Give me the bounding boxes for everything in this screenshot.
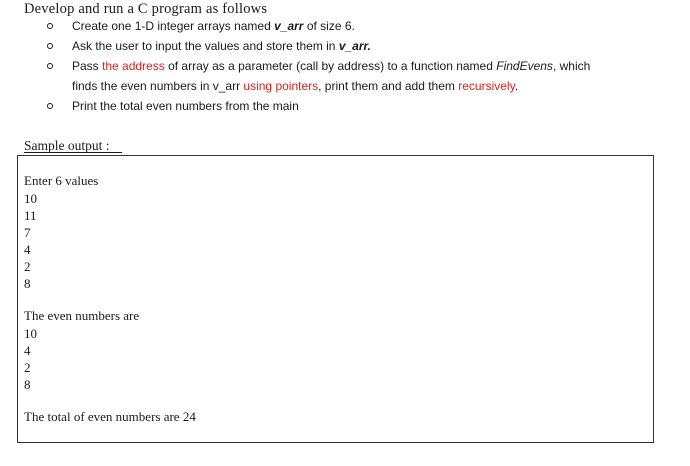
highlight-text: the address bbox=[102, 59, 165, 73]
task-item-input-values bbox=[0, 36, 690, 56]
output-even-value: 4 bbox=[24, 343, 31, 358]
output-prompt: Enter 6 values bbox=[24, 173, 99, 188]
output-even-value: 2 bbox=[24, 360, 31, 375]
task-text: of array as a parameter (call by address) to a function named bbox=[164, 59, 497, 73]
output-input-value: 2 bbox=[24, 259, 31, 274]
bullet-icon bbox=[47, 103, 53, 109]
task-text: Pass bbox=[72, 59, 103, 73]
bullet-icon bbox=[47, 43, 53, 49]
sample-output-underline bbox=[24, 152, 122, 153]
highlight-text: recursively bbox=[458, 79, 515, 93]
output-even-value: 10 bbox=[24, 326, 37, 341]
output-even-value: 8 bbox=[24, 377, 31, 392]
output-even-header: The even numbers are bbox=[24, 308, 140, 323]
output-input-value: 8 bbox=[24, 276, 31, 291]
output-input-value: 11 bbox=[24, 208, 37, 223]
task-text: Ask the user to input the values and store them in bbox=[72, 39, 339, 53]
highlight-text: using pointers bbox=[243, 79, 319, 93]
output-input-value: 7 bbox=[24, 225, 31, 240]
task-item-find-evens bbox=[0, 56, 690, 96]
task-continuation bbox=[72, 76, 690, 96]
task-item-create-array bbox=[0, 16, 690, 36]
task-text: , which bbox=[552, 59, 591, 73]
task-text: , print them and add them bbox=[318, 79, 459, 93]
sample-output-box bbox=[17, 155, 654, 443]
task-text: . bbox=[514, 79, 519, 93]
task-text: Print the total even numbers from the main bbox=[72, 99, 299, 113]
sample-output-label: Sample output : bbox=[24, 138, 110, 153]
task-text: finds the even numbers in v_arr bbox=[72, 79, 244, 93]
output-input-value: 10 bbox=[24, 191, 37, 206]
task-item-print-total bbox=[0, 96, 690, 116]
bullet-icon bbox=[47, 63, 53, 69]
page-title: Develop and run a C program as follows bbox=[24, 1, 268, 17]
task-text: Create one 1-D integer arrays named bbox=[72, 19, 275, 33]
output-total: The total of even numbers are 24 bbox=[24, 409, 196, 424]
function-name: FindEvens bbox=[496, 59, 553, 73]
task-emphasis: v_arr bbox=[274, 19, 304, 33]
output-input-value: 4 bbox=[24, 242, 31, 257]
bullet-icon bbox=[47, 23, 53, 29]
task-text: of size 6. bbox=[303, 19, 355, 33]
task-list bbox=[0, 16, 690, 116]
task-emphasis: v_arr. bbox=[338, 39, 371, 53]
